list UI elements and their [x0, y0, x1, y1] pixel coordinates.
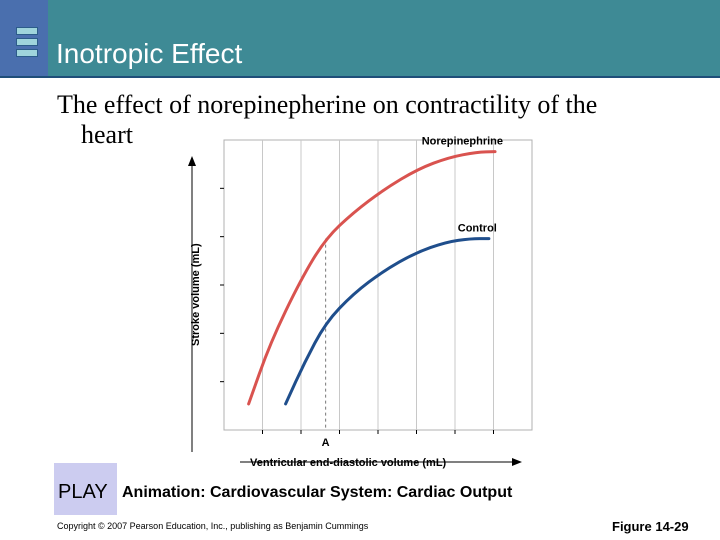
x-axis-arrowhead — [512, 458, 522, 466]
subtitle-line-2: heart — [81, 120, 133, 149]
stacked-bars-icon — [16, 27, 38, 65]
chart-grid — [220, 140, 532, 434]
header-divider — [0, 76, 720, 78]
x-marker-label: A — [321, 437, 330, 449]
animation-caption: Animation: Cardiovascular System: Cardiac Output — [122, 484, 513, 501]
series-label-norepinephrine: Norepinephrine — [421, 135, 504, 148]
y-axis-arrowhead — [188, 156, 196, 166]
figure-label: Figure 14-29 — [612, 519, 689, 534]
subtitle-line-1: The effect of norepinepherine on contractility of the — [57, 90, 598, 119]
chart-container — [180, 132, 540, 472]
y-axis-label: Stroke volume (mL) — [190, 243, 202, 346]
frank-starling-chart — [180, 132, 540, 472]
series-label-control: Control — [457, 222, 497, 235]
play-button[interactable] — [54, 463, 117, 515]
copyright-text: Copyright © 2007 Pearson Education, Inc., publishing as Benjamin Cummings — [57, 521, 369, 531]
slide-title: Inotropic Effect — [56, 38, 243, 69]
play-button-label: PLAY — [58, 481, 108, 503]
x-axis-label: Ventricular end-diastolic volume (mL) — [250, 457, 447, 469]
